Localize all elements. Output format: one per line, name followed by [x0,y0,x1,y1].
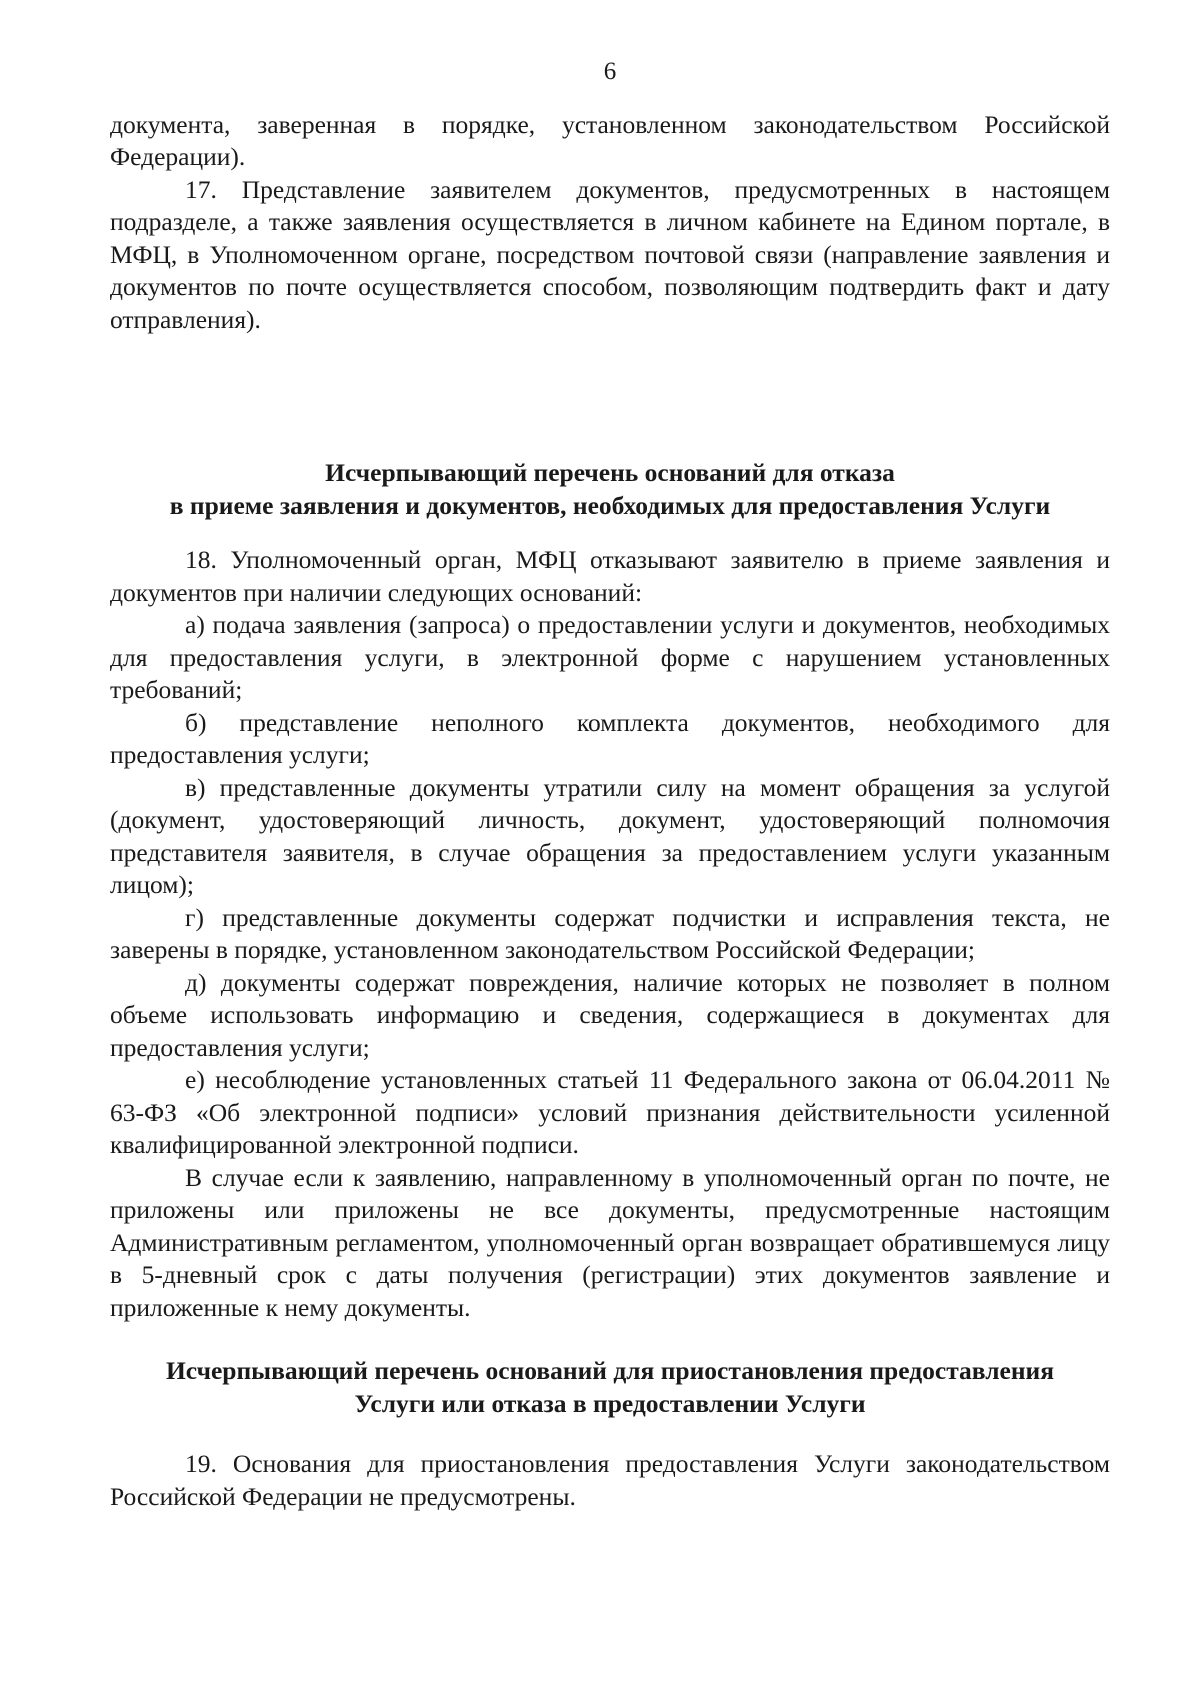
paragraph-17: 17. Представление заявителем документов, предусмотренных в настоящем подразделе, а также заявления осуществляется в личном кабинете на Едином портале, в МФЦ, в Уполномоченном органе, посредством почтовой связи (направление заявления и документов по почте осуществляется способом, позволяющим подтвердить факт и дату отправления). [110,174,1110,334]
document-page [110,56,1110,1513]
page-number: 6 [603,58,617,85]
list-item-g: г) представленные документы содержат подчистки и исправления текста, не заверены в порядке, установленном законодательством Российской Федерации; [110,902,1110,964]
paragraph-19: 19. Основания для приостановления предоставления Услуги законодательством Российской Федерации не предусмотрены. [110,1449,1110,1511]
list-item-b: б) представление неполного комплекта документов, необходимого для предоставления услуги; [110,707,1110,769]
list-item-d: д) документы содержат повреждения, наличие которых не позволяет в полном объеме использовать информацию и сведения, содержащиеся в документах для предоставления услуги; [110,967,1110,1062]
section-gap [110,336,1110,456]
paragraph-mail-return: В случае если к заявлению, направленному в уполномоченный орган по почте, не приложены или приложены не все документы, предусмотренные настоящим Административным регламентом, уполномоченный орган возвращает обратившемуся лицу в 5-дневный срок с даты получения (регистрации) этих документов заявление и приложенные к нему документы. [110,1162,1110,1322]
paragraph-continuation: документа, заверенная в порядке, установленном законодательством Российской Федерации). [110,109,1110,171]
list-item-a: а) подача заявления (запроса) о предоставлении услуги и документов, необходимых для предоставления услуги, в электронной форме с нарушением установленных требований; [110,610,1110,704]
heading-gap [110,1420,1110,1448]
list-item-v: в) представленные документы утратили силу на момент обращения за услугой (документ, удостоверяющий личность, документ, удостоверяющий полномочия представителя заявителя, в случае обращения за предоставлением услуги указанным лицом); [110,772,1110,899]
heading-gap [110,522,1110,544]
heading-line: Исчерпывающий перечень оснований для отказа [325,458,895,487]
section-gap [110,1324,1110,1354]
heading-line: Услуги или отказа в предоставлении Услуги [354,1389,866,1418]
section-heading-suspension-refusal [110,1354,1110,1420]
list-item-e: е) несоблюдение установленных статьей 11 Федерального закона от 06.04.2011 № 63-ФЗ «Об электронной подписи» условий признания действительности усиленной квалифицированной электронной подписи. [110,1065,1110,1159]
paragraph-18: 18. Уполномоченный орган, МФЦ отказывают заявителю в приеме заявления и документов при наличии следующих оснований: [110,545,1110,607]
heading-line: Исчерпывающий перечень оснований для приостановления предоставления [165,1356,1055,1385]
heading-line: в приеме заявления и документов, необходимых для предоставления Услуги [169,491,1051,520]
section-heading-refusal-acceptance [110,456,1110,522]
